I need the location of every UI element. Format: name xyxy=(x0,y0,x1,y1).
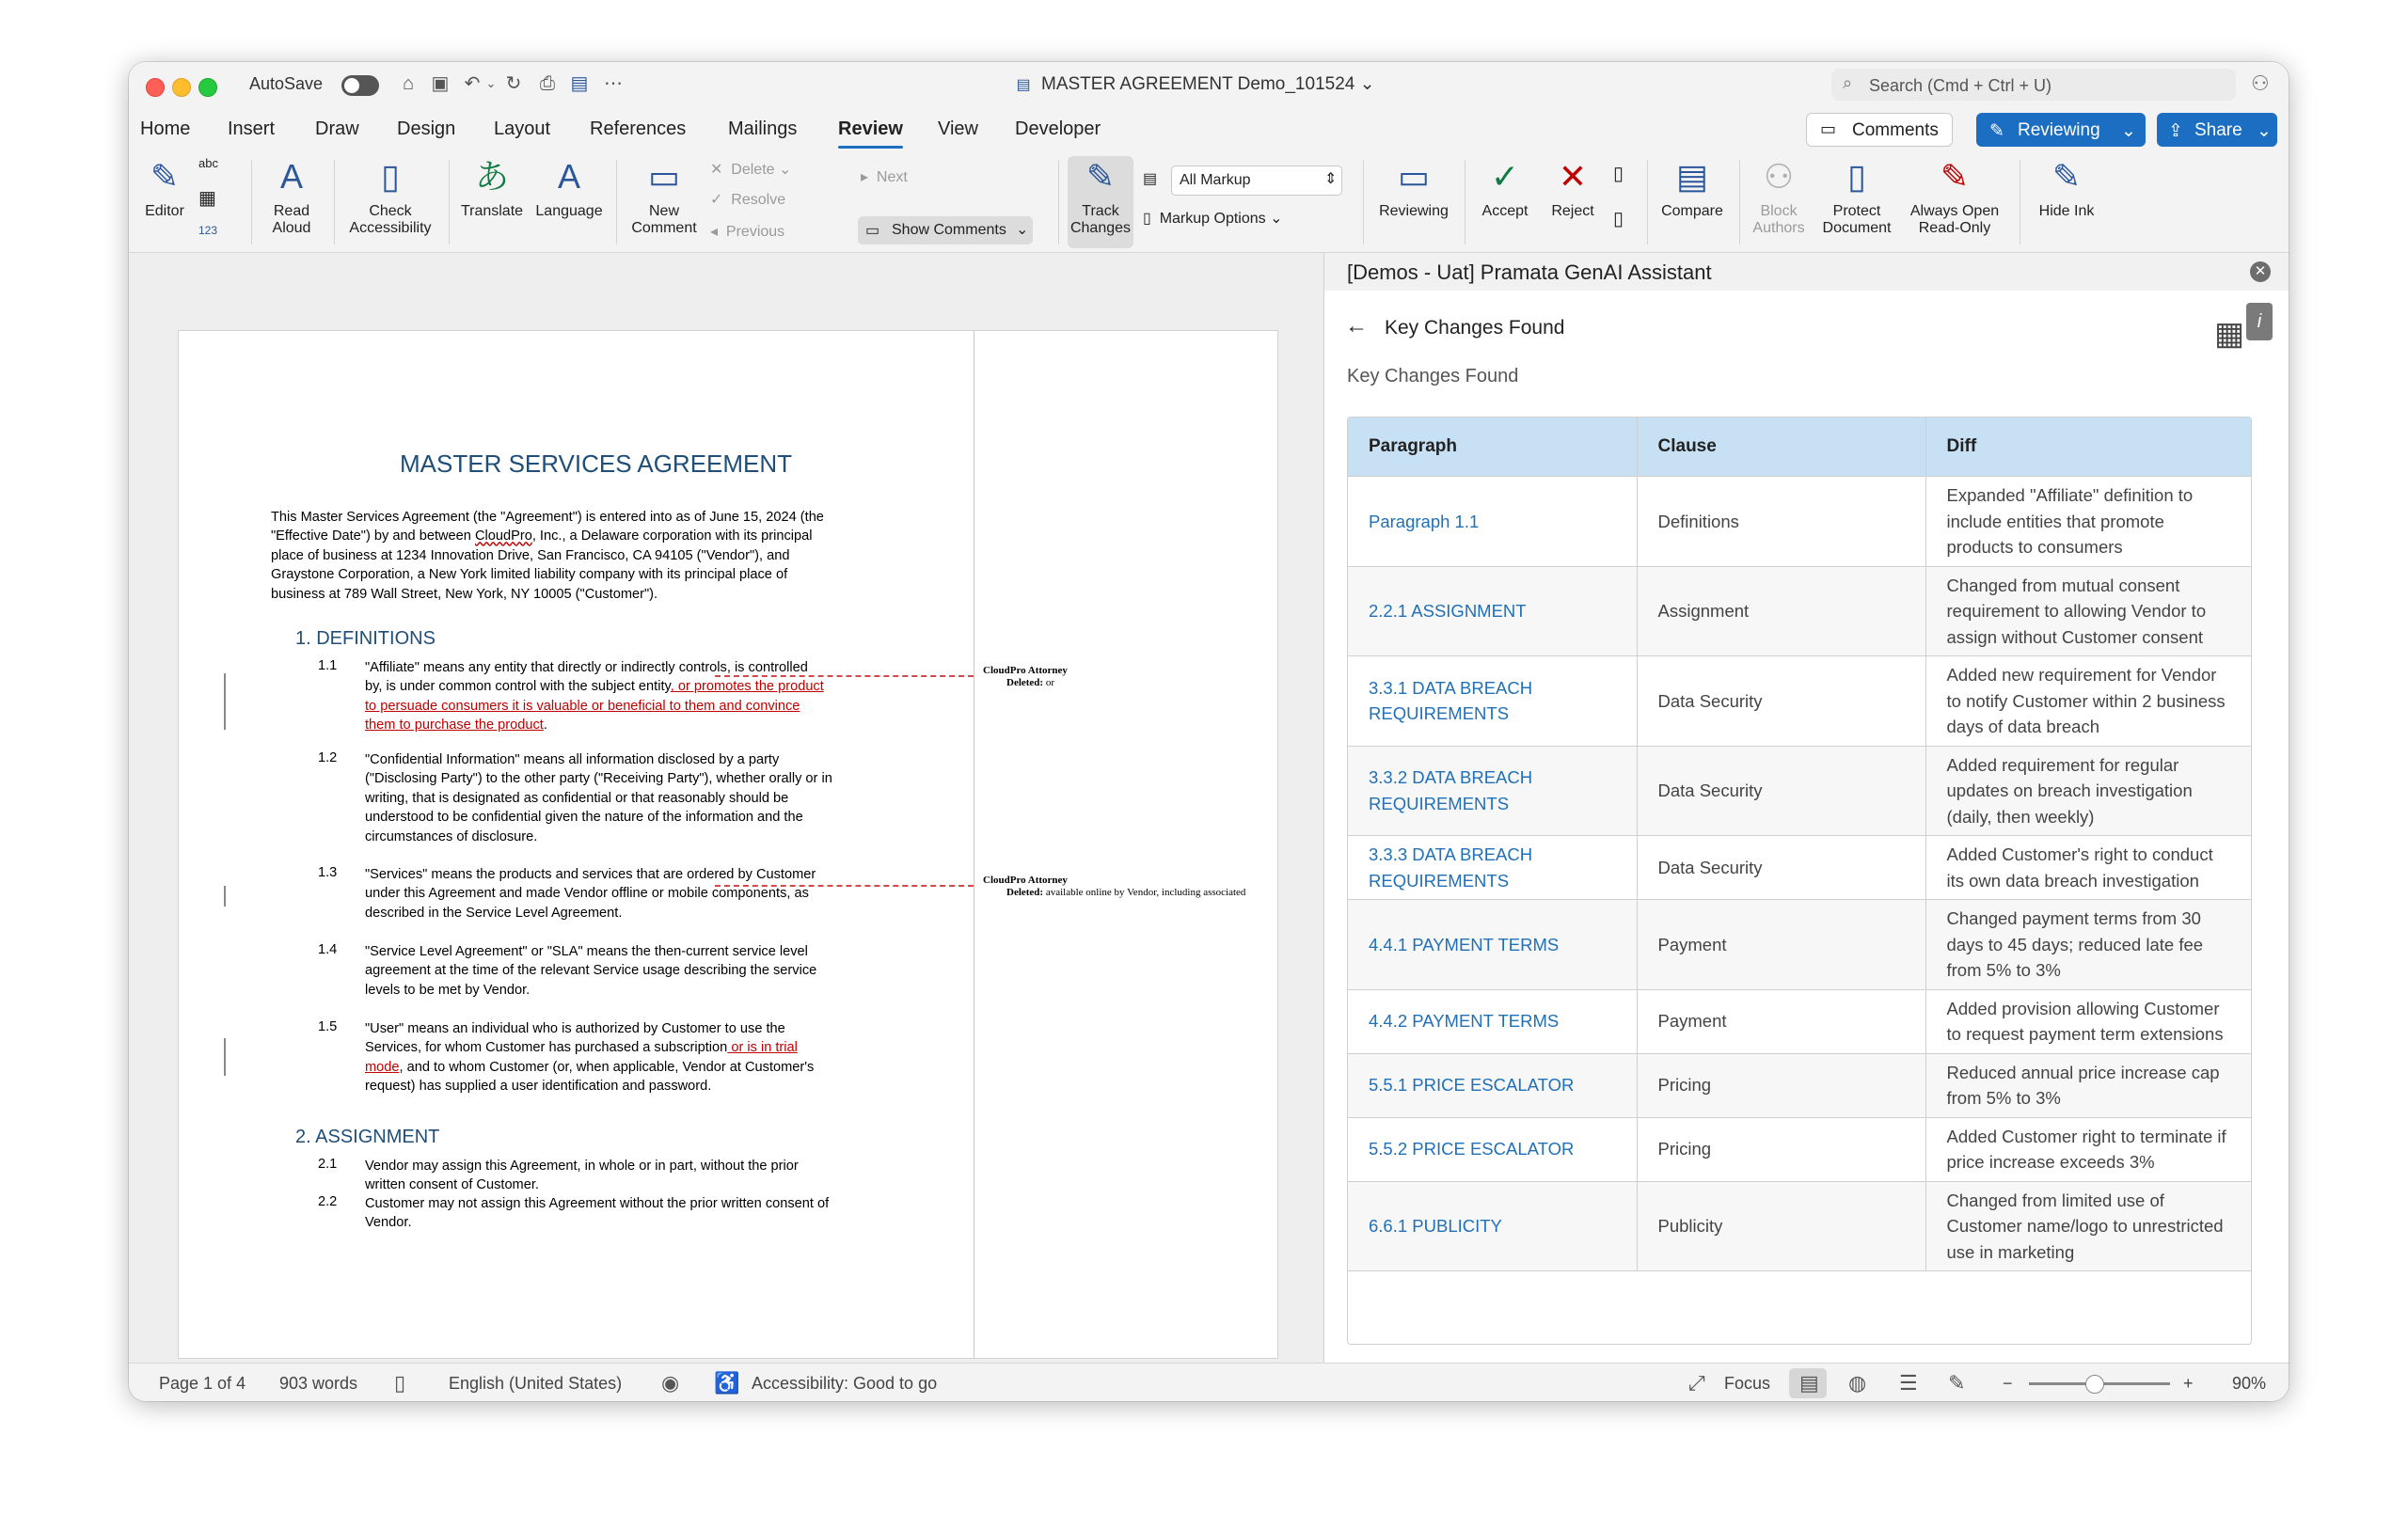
menu-bar xyxy=(129,109,2289,150)
inserted-text: or is in trial xyxy=(727,1040,798,1056)
paragraph-link[interactable]: 5.5.2 PRICE ESCALATOR xyxy=(1348,1117,1637,1181)
draft-icon[interactable]: ✎ xyxy=(1948,1371,1966,1395)
hide-ink-icon: ✎ xyxy=(2052,157,2082,196)
key-changes-subheading: Key Changes Found xyxy=(1347,366,1519,386)
pane-header xyxy=(1324,253,2289,291)
block-authors-button[interactable]: ⚇ Block Authors xyxy=(1747,154,1811,237)
pane-title: [Demos - Uat] Pramata GenAI Assistant xyxy=(1347,260,1712,284)
tab-review[interactable]: Review xyxy=(838,118,903,139)
word-count-icon[interactable]: 123 xyxy=(198,224,218,237)
clause-cell: Payment xyxy=(1637,989,1925,1053)
clause-number: 1.5 xyxy=(318,1019,338,1034)
tab-references[interactable]: References xyxy=(590,118,687,139)
diff-cell: Added new requirement for Vendor to notify Customer within 2 business days of data breach xyxy=(1925,656,2251,747)
minimize-window-button[interactable] xyxy=(172,78,191,97)
paragraph-link[interactable]: 4.4.1 PAYMENT TERMS xyxy=(1348,900,1637,990)
paragraph-link[interactable]: 2.2.1 ASSIGNMENT xyxy=(1348,566,1637,656)
hide-ink-button[interactable]: ✎ Hide Ink xyxy=(2029,154,2104,220)
table-row xyxy=(1348,746,2251,836)
clause-cell: Pricing xyxy=(1637,1053,1925,1117)
reviewing-pane-icon: ▭ xyxy=(1397,157,1430,196)
clause-number: 2.2 xyxy=(318,1194,338,1209)
share-button[interactable]: ⇪ Share ⌄ xyxy=(2157,113,2277,147)
clause-number: 1.1 xyxy=(318,658,338,673)
table-row xyxy=(1348,1053,2251,1117)
stepper-icon: ⇕ xyxy=(1324,171,1338,187)
web-layout-icon[interactable]: ◍ xyxy=(1848,1371,1867,1395)
accept-icon: ✓ xyxy=(1490,157,1520,196)
clause-number: 1.2 xyxy=(318,750,338,765)
document-title[interactable]: MASTER AGREEMENT Demo_101524 ⌄ xyxy=(1041,74,1375,94)
tab-home[interactable]: Home xyxy=(140,118,191,139)
markup-options-button[interactable]: ▯ Markup Options ⌄ xyxy=(1143,211,1283,227)
zoom-level[interactable]: 90% xyxy=(2232,1374,2267,1393)
diff-cell: Changed from mutual consent requirement to allowing Vendor to assign without Customer consent xyxy=(1925,566,2251,656)
table-row xyxy=(1348,836,2251,900)
clause-2-2: Customer may not assign this Agreement without the prior written consent of Vendor. xyxy=(365,1196,830,1231)
table-row xyxy=(1348,1181,2251,1271)
tab-mailings[interactable]: Mailings xyxy=(728,118,798,139)
paragraph-link[interactable]: Paragraph 1.1 xyxy=(1348,477,1637,567)
clause-number: 1.3 xyxy=(318,865,338,880)
language-icon: A xyxy=(557,157,580,196)
account-icon[interactable]: ⚇ xyxy=(2251,71,2270,95)
spelling-icon[interactable]: abc xyxy=(198,156,218,170)
read-only-icon: ✎ xyxy=(1940,157,1970,196)
back-arrow-icon[interactable]: ← xyxy=(1345,313,1368,339)
tab-developer[interactable]: Developer xyxy=(1015,118,1101,139)
paragraph-link[interactable]: 5.5.1 PRICE ESCALATOR xyxy=(1348,1053,1637,1117)
search-input[interactable] xyxy=(1831,69,2236,101)
reviewing-pane-button[interactable]: ▭ Reviewing xyxy=(1372,154,1455,220)
tab-insert[interactable]: Insert xyxy=(228,118,276,139)
word-icon[interactable]: ▤ xyxy=(570,73,589,94)
undo-dropdown-icon[interactable]: ⌄ xyxy=(485,76,497,90)
clause-cell: Assignment xyxy=(1637,566,1925,656)
clause-2-1: Vendor may assign this Agreement, in whole or in part, without the prior written consent of Customer. xyxy=(365,1159,799,1193)
tab-draw[interactable]: Draw xyxy=(315,118,359,139)
new-comment-button[interactable]: ▭ New Comment xyxy=(626,154,703,237)
zoom-slider-thumb[interactable] xyxy=(2085,1375,2104,1394)
compare-icon: ▤ xyxy=(1675,157,1708,196)
close-icon[interactable]: ✕ xyxy=(2250,261,2271,282)
clause-1-2: "Confidential Information" means all information disclosed by a party ("Disclosing Party") to the other party ("Receiving Party"), whether orally or in writing, that is designated as confidential or that reasonably should be understood to be confidential given the nature of the information and the circumstances of disclosure. xyxy=(365,752,832,844)
autosave-label: AutoSave xyxy=(249,74,324,93)
reviewing-button[interactable]: ✎ Reviewing ⌄ xyxy=(1976,113,2146,147)
document-canvas[interactable] xyxy=(129,253,1323,1363)
table-row xyxy=(1348,1117,2251,1181)
table-row xyxy=(1348,989,2251,1053)
paragraph-link[interactable]: 3.3.2 DATA BREACH REQUIREMENTS xyxy=(1348,746,1637,836)
clause-cell: Data Security xyxy=(1637,836,1925,900)
search-icon: ⌕ xyxy=(1843,73,1853,92)
zoom-out-button[interactable]: − xyxy=(2003,1374,2013,1393)
diff-cell: Reduced annual price increase cap from 5% to 3% xyxy=(1925,1053,2251,1117)
clause-cell: Payment xyxy=(1637,900,1925,990)
read-aloud-button[interactable]: A Read Aloud xyxy=(261,154,323,237)
track-changes-icon: ✎ xyxy=(1085,157,1116,196)
comment-body[interactable]: Deleted: or xyxy=(1006,677,1055,688)
track-changes-button[interactable]: ✎ Track Changes xyxy=(1066,154,1135,237)
save-icon[interactable]: ▣ xyxy=(431,73,450,94)
change-bar xyxy=(224,886,226,907)
genai-assistant-pane xyxy=(1323,253,2289,1363)
inserted-text: mode xyxy=(365,1059,400,1075)
print-layout-icon[interactable]: ▤ xyxy=(1799,1371,1819,1395)
always-open-read-only-button[interactable]: ✎ Always Open Read-Only xyxy=(1903,154,2006,237)
comment-author[interactable]: CloudPro Attorney xyxy=(983,875,1068,886)
document-title-heading: MASTER SERVICES AGREEMENT xyxy=(400,449,793,478)
language-button[interactable]: A Language xyxy=(531,154,607,220)
reject-button[interactable]: ✕ Reject xyxy=(1542,154,1604,220)
accessibility-status[interactable]: Accessibility: Good to go xyxy=(752,1374,938,1393)
clause-1-5: "User" means an individual who is authorized by Customer to use the Services, for whom Customer has purchased a subscription or is in trial mode, and to whom Customer (or, when applicable, Vendor at Customer's request) has supplied a user identification and password. xyxy=(365,1021,815,1095)
table-row xyxy=(1348,477,2251,567)
home-icon[interactable]: ⌂ xyxy=(402,73,415,94)
paragraph-link[interactable]: 3.3.1 DATA BREACH REQUIREMENTS xyxy=(1348,656,1637,747)
more-icon[interactable]: ⋯ xyxy=(604,73,623,94)
paragraph-link[interactable]: 4.4.2 PAYMENT TERMS xyxy=(1348,989,1637,1053)
new-comment-icon: ▭ xyxy=(647,157,680,196)
record-icon[interactable]: ◉ xyxy=(661,1371,680,1395)
column-header-diff: Diff xyxy=(1925,418,2251,477)
document-icon: ▤ xyxy=(1016,77,1031,93)
next-change-icon[interactable]: ▯ xyxy=(1613,209,1624,229)
compare-button[interactable]: ▤ Compare xyxy=(1655,154,1730,220)
table-row xyxy=(1348,566,2251,656)
page-count[interactable]: Page 1 of 4 xyxy=(159,1374,246,1393)
comments-button[interactable]: ▭ Comments xyxy=(1806,113,1953,147)
diff-cell: Added provision allowing Customer to request payment term extensions xyxy=(1925,989,2251,1053)
intro-paragraph: This Master Services Agreement (the "Agreement") is entered into as of June 15, 2024 (the "Effective Date") by and between CloudPro, Inc., a Delaware corporation with its principal place of business at 1234 Innovation Drive, San Francisco, CA 94105 ("Vendor"), and Graystone Corporation, a New York limited liability company with its principal place of business at 789 Wall Street, New York, NY 10005 ("Customer"). xyxy=(271,510,824,602)
editor-button[interactable]: ✎ Editor xyxy=(136,154,193,220)
title-bar xyxy=(129,62,2289,109)
comment-icon: ▭ xyxy=(865,223,880,239)
translate-icon: あ xyxy=(474,157,509,196)
comment-connector xyxy=(715,675,974,677)
review-ribbon xyxy=(129,150,2289,253)
protect-document-button[interactable]: ▯ Protect Document xyxy=(1814,154,1899,237)
clipboard-icon[interactable]: ▦ xyxy=(2214,316,2245,352)
chevron-down-icon: ⌄ xyxy=(2121,121,2136,141)
previous-comment-button[interactable]: ◂ Previous xyxy=(710,224,785,240)
clause-cell: Data Security xyxy=(1637,746,1925,836)
undo-icon[interactable]: ↶ xyxy=(464,73,481,94)
clause-1-3: "Services" means the products and services that are ordered by Customer under this Agreement and made Vendor offline or mobile components, as described in the Service Level Agreement. xyxy=(365,867,816,921)
redo-icon[interactable]: ↻ xyxy=(505,73,522,94)
clause-cell: Definitions xyxy=(1637,477,1925,567)
print-icon[interactable]: ⎙ xyxy=(540,73,555,94)
change-bar xyxy=(224,673,226,730)
word-window xyxy=(129,62,2289,1401)
word-count[interactable]: 903 words xyxy=(279,1374,358,1393)
paragraph-link[interactable]: 6.6.1 PUBLICITY xyxy=(1348,1181,1637,1271)
chevron-down-icon: ⌄ xyxy=(1016,222,1029,238)
accessibility-icon: ▯ xyxy=(381,157,400,196)
key-changes-heading: Key Changes Found xyxy=(1385,317,1565,339)
section-heading-assignment: 2. ASSIGNMENT xyxy=(295,1127,440,1147)
accept-button[interactable]: ✓ Accept xyxy=(1474,154,1536,220)
diff-cell: Added requirement for regular updates on breach investigation (daily, then weekly) xyxy=(1925,746,2251,836)
key-changes-table-container[interactable] xyxy=(1347,417,2252,1345)
translate-button[interactable]: あ Translate xyxy=(456,154,528,220)
clause-1-1: "Affiliate" means any entity that directly or indirectly controls, is controlled by, is under common control with the subject entity, or promotes the product to persuade consumers it is valuable or beneficial to them and convince them to purchase the product. xyxy=(365,660,824,733)
section-heading-definitions: 1. DEFINITIONS xyxy=(295,628,436,649)
table-row xyxy=(1348,900,2251,990)
clause-cell: Data Security xyxy=(1637,656,1925,747)
status-bar xyxy=(129,1363,2289,1401)
next-comment-button[interactable]: ▸ Next xyxy=(861,169,908,185)
focus-icon[interactable]: ⤢ xyxy=(1688,1371,1705,1395)
info-icon[interactable]: i xyxy=(2246,303,2273,340)
language-status[interactable]: English (United States) xyxy=(449,1374,623,1393)
block-authors-icon: ⚇ xyxy=(1763,157,1795,196)
inserted-text: to persuade consumers it is valuable or beneficial to them and convince xyxy=(365,698,800,714)
key-changes-table xyxy=(1348,418,2252,1271)
tab-layout[interactable]: Layout xyxy=(494,118,551,139)
table-row xyxy=(1348,656,2251,747)
check-accessibility-button[interactable]: ▯ Check Accessibility xyxy=(343,154,437,237)
diff-cell: Changed from limited use of Customer name/logo to unrestricted use in marketing xyxy=(1925,1181,2251,1271)
column-header-clause: Clause xyxy=(1637,418,1925,477)
diff-cell: Added Customer right to terminate if price increase exceeds 3% xyxy=(1925,1117,2251,1181)
proofing-icon[interactable]: ▯ xyxy=(394,1371,406,1395)
autosave-toggle[interactable] xyxy=(341,75,379,96)
accessibility-icon[interactable]: ♿ xyxy=(714,1371,740,1395)
clause-number: 2.1 xyxy=(318,1157,338,1172)
tab-view[interactable]: View xyxy=(938,118,978,139)
search-placeholder: Search (Cmd + Ctrl + U) xyxy=(1869,76,2052,95)
inserted-text: , or promotes the product xyxy=(670,679,824,695)
clause-cell: Publicity xyxy=(1637,1181,1925,1271)
tab-design[interactable]: Design xyxy=(397,118,456,139)
close-window-button[interactable] xyxy=(146,78,165,97)
column-header-paragraph: Paragraph xyxy=(1348,418,1637,477)
comment-connector xyxy=(715,885,974,887)
diff-cell: Changed payment terms from 30 days to 45 days; reduced late fee from 5% to 3% xyxy=(1925,900,2251,990)
share-icon: ⇪ xyxy=(2168,121,2183,141)
zoom-window-button[interactable] xyxy=(198,78,217,97)
editor-icon: ✎ xyxy=(150,157,180,196)
clause-1-4: "Service Level Agreement" or "SLA" means the then-current service level agreement at the time of the relevant Service usage describing the service levels to be met by Vendor. xyxy=(365,944,817,998)
resolve-comment-button[interactable]: ✓ Resolve xyxy=(710,192,786,208)
display-for-review-icon: ▤ xyxy=(1143,171,1158,187)
diff-cell: Expanded "Affiliate" definition to include entities that promote products to consumers xyxy=(1925,477,2251,567)
table-header-row xyxy=(1348,418,2251,477)
reject-icon: ✕ xyxy=(1558,157,1588,196)
diff-cell: Added Customer's right to conduct its own data breach investigation xyxy=(1925,836,2251,900)
reviewing-icon: ✎ xyxy=(1989,121,2004,141)
previous-change-icon[interactable]: ▯ xyxy=(1613,164,1624,184)
show-comments-button[interactable]: ▭ Show Comments ⌄ xyxy=(858,216,1033,244)
delete-comment-button[interactable]: ✕ Delete ⌄ xyxy=(710,162,792,178)
clause-cell: Pricing xyxy=(1637,1117,1925,1181)
comment-body[interactable]: Deleted: available online by Vendor, including associated xyxy=(1006,887,1246,898)
focus-button[interactable]: Focus xyxy=(1724,1374,1771,1393)
clause-number: 1.4 xyxy=(318,942,338,957)
markup-select[interactable]: All Markup ⇕ xyxy=(1171,166,1342,196)
thesaurus-icon[interactable]: ▦ xyxy=(198,188,216,209)
zoom-in-button[interactable]: + xyxy=(2183,1374,2194,1393)
document-page[interactable] xyxy=(178,330,1278,1359)
inserted-text: them to purchase the product xyxy=(365,718,544,733)
read-aloud-icon: A xyxy=(279,157,303,196)
comment-author[interactable]: CloudPro Attorney xyxy=(983,665,1068,676)
comment-icon: ▭ xyxy=(1820,119,1837,138)
lock-icon: ▯ xyxy=(1847,157,1866,196)
change-bar xyxy=(224,1038,226,1076)
paragraph-link[interactable]: 3.3.3 DATA BREACH REQUIREMENTS xyxy=(1348,836,1637,900)
outline-icon[interactable]: ☰ xyxy=(1899,1371,1918,1395)
chevron-down-icon: ⌄ xyxy=(2257,121,2272,141)
